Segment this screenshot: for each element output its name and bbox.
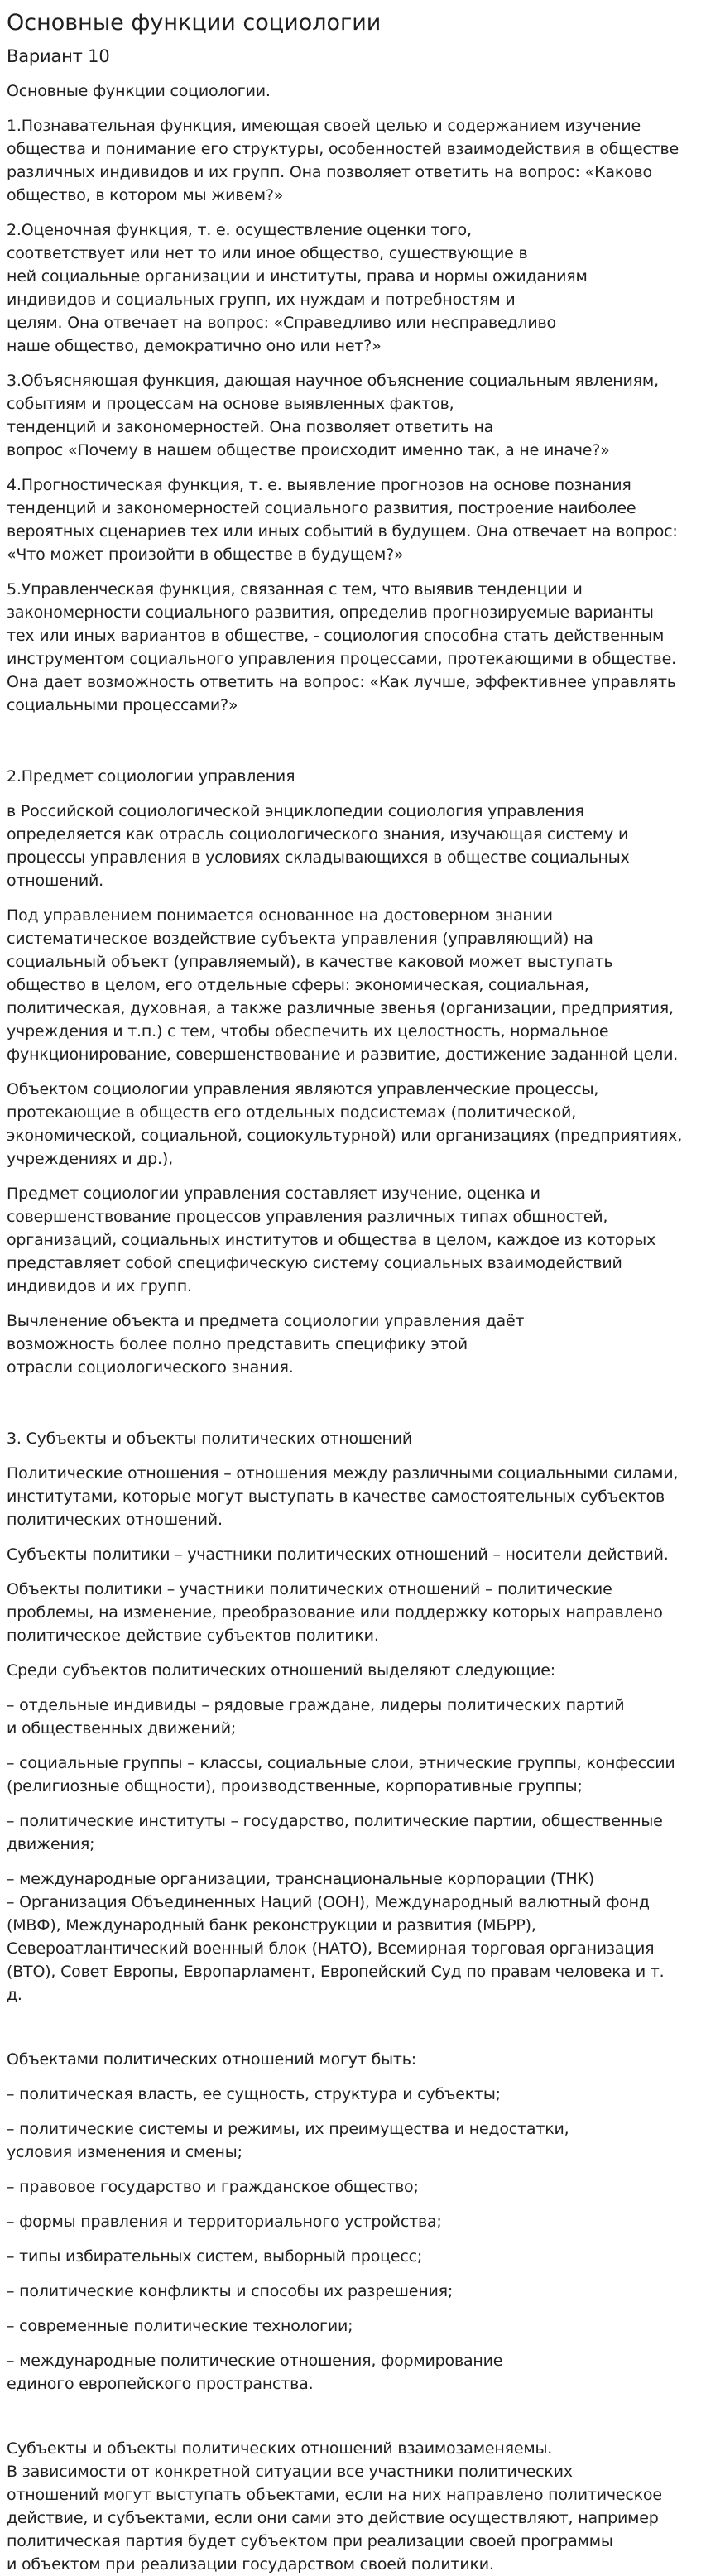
paragraph: 2.Оценочная функция, т. е. осуществление оценки того, соответствует или нет то или иное общество, существующие в ней социальные организации и институты, права и нормы ожиданиям индивидов и социальных групп, их нуждам и потребностям и целям. Она отвечает на вопрос: «Справедливо или несправедливо наше общество, демократично оно или нет?» <box>7 221 588 355</box>
paragraph: Субъекты политики – участники политических отношений – носители действий. <box>7 1545 669 1564</box>
paragraph: Под управлением понимается основанное на достоверном знании систематическое воздействие субъекта управления (управляющий) на социальный объект (управляемый), в качестве каковой может выступать общество в целом, его отдельные сферы: экономическая, социальная, политическая, духовная, а также различные звенья (организации, предприятия, учреждения и т.п.) с тем, чтобы обеспечить их целостность, нормальное функционирование, совершенствование и развитие, достижение заданной цели. <box>7 906 679 1064</box>
blank-space <box>7 2407 694 2437</box>
list-item: – современные политические технологии; <box>7 2317 353 2335</box>
paragraph: 1.Познавательная функция, имеющая своей целью и содержанием изучение общества и понимание его структуры, особенностей взаимодействия в обществе различных индивидов и их групп. Она позволяет ответить на вопрос: «Каково общество, в котором мы живем?» <box>7 117 679 204</box>
list-item: – международные политические отношения, формирование единого европейского пространства. <box>7 2352 503 2393</box>
paragraph: Вычленение объекта и предмета социологии управления даёт возможность более полно представить специфику этой отрасли социологического знания. <box>7 1312 525 1377</box>
list-item: – политические институты – государство, политические партии, общественные движения; <box>7 1812 663 1853</box>
list-item: – международные организации, транснациональные корпорации (ТНК) – Организация Объединенных Наций (ООН), Международный валютный фонд (МВФ), Международный банк реконструкции и развития (МБРР), Североатлантический военный блок (НАТО), Всемирная торговая организация (ВТО), Совет Европы, Европарламент, Европейский Суд по правам человека и т. д. <box>7 1870 665 2004</box>
paragraph: 4.Прогностическая функция, т. е. выявление прогнозов на основе познания тенденций и закономерностей социального развития, построение наиболее вероятных сценариев тех или иных событий в будущем. Она отвечает на вопрос: «Что может произойти в обществе в будущем?» <box>7 476 678 564</box>
page-title: Основные функции социологии <box>7 10 382 36</box>
list-item: – социальные группы – классы, социальные слои, этнические группы, конфессии (религиозные общности), производственные, корпоративные группы; <box>7 1754 675 1795</box>
paragraph: Основные функции социологии. <box>7 82 271 100</box>
list-item: – правовое государство и гражданское общество; <box>7 2178 419 2196</box>
section-political-objects <box>7 2048 694 2396</box>
paragraph: Объектами политических отношений могут быть: <box>7 2050 416 2069</box>
paragraph: Субъекты и объекты политических отношений взаимозаменяемы. В зависимости от конкретной ситуации все участники политических отношений могут выступать объектами, если на них направлено политическое действие, и субъектами, если они сами это действие осуществляют, например политическая партия будет субъектом при реализации своей программы и объектом при реализации государством своей политики. <box>7 2439 662 2574</box>
paragraph: Среди субъектов политических отношений выделяют следующие: <box>7 1661 555 1680</box>
list-item: – политическая власть, ее сущность, структура и субъекты; <box>7 2085 501 2103</box>
paragraph: Объектом социологии управления являются управленческие процессы, протекающие в обществ его отдельных подсистемах (политической, экономической, социальной, социокультурной) или организациях (предприятиях, учреждениях и др.), <box>7 1080 683 1168</box>
section-heading: 2.Предмет социологии управления <box>7 767 295 786</box>
variant-label: Вариант 10 <box>7 46 110 66</box>
blank-space <box>7 728 694 765</box>
list-item: – типы избирательных систем, выборный процесс; <box>7 2247 423 2266</box>
blank-space <box>7 2018 694 2048</box>
paragraph: Объекты политики – участники политических отношений – политические проблемы, на изменение, преобразование или поддержку которых направлено политическое действие субъектов политики. <box>7 1580 663 1645</box>
paragraph: Политические отношения – отношения между различными социальными силами, институтами, которые могут выступать в качестве самостоятельных субъектов политических отношений. <box>7 1464 679 1529</box>
blank-space <box>7 1391 694 1427</box>
section-management-subject <box>7 765 694 1379</box>
section-interchangeability <box>7 2437 694 2576</box>
list-item: – политические конфликты и способы их разрешения; <box>7 2282 454 2300</box>
paragraph: 3.Объясняющая функция, дающая научное объяснение социальным явлениям, событиям и процессам на основе выявленных фактов, тенденций и закономерностей. Она позволяет ответить на вопрос «Почему в нашем обществе происходит именно так, а не иначе?» <box>7 372 659 459</box>
section-political-subjects <box>7 1427 694 2006</box>
list-item: – отдельные индивиды – рядовые граждане, лидеры политических партий и общественных движений; <box>7 1696 625 1737</box>
section-functions <box>7 79 694 717</box>
paragraph: в Российской социологической энциклопедии социология управления определяется как отрасль социологического знания, изучающая систему и процессы управления в условиях складывающихся в обществе социальных отношений. <box>7 802 630 890</box>
paragraph: Предмет социологии управления составляет изучение, оценка и совершенствование процессов управления различных типах общностей, организаций, социальных институтов и общества в целом, каждое из которых представляет собой специфическую систему социальных взаимодействий индивидов и их групп. <box>7 1185 656 1295</box>
section-heading: 3. Субъекты и объекты политических отношений <box>7 1430 413 1448</box>
list-item: – политические системы и режимы, их преимущества и недостатки, условия изменения и смены; <box>7 2120 569 2161</box>
paragraph: 5.Управленческая функция, связанная с тем, что выявив тенденции и закономерности социального развития, определив прогнозируемые варианты тех или иных вариантов в обществе, - социология способна стать действенным инструментом социального управления процессами, протекающими в обществе. Она дает возможность ответить на вопрос: «Как лучше, эффективнее управлять социальными процессами?» <box>7 580 676 714</box>
list-item: – формы правления и территориального устройства; <box>7 2213 442 2231</box>
